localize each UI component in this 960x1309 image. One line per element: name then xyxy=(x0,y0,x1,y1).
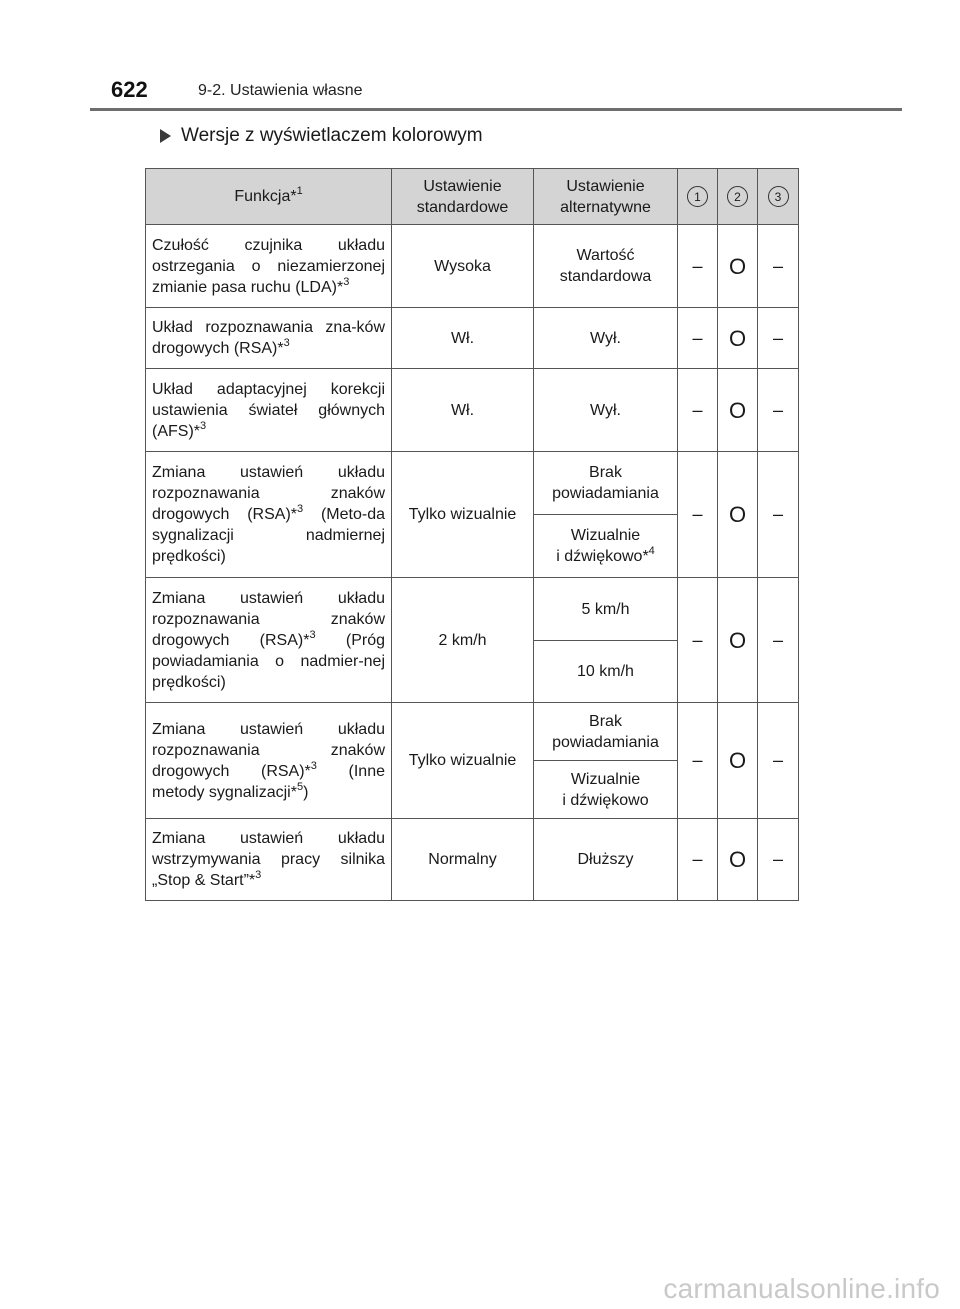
alternative-cell: Brak powiadamiania xyxy=(534,452,678,515)
table-row xyxy=(146,819,799,901)
section-title: 9-2. Ustawienia własne xyxy=(198,82,363,99)
mark-cell-2: O xyxy=(718,225,758,308)
table-row xyxy=(146,452,799,515)
alternative-cell: Wył. xyxy=(534,308,678,369)
header-column-2 xyxy=(718,169,758,225)
alternative-cell: 10 km/h xyxy=(534,641,678,703)
circled-number-1-icon: 1 xyxy=(687,186,708,207)
mark-cell-3: – xyxy=(758,308,799,369)
function-cell: Zmiana ustawień układu wstrzymywania pracy silnika „Stop & Start”*$^3$ xyxy=(146,819,392,901)
mark-cell-1: – xyxy=(678,225,718,308)
function-cell: Zmiana ustawień układu rozpoznawania znaków drogowych (RSA)*$^3$ (Meto-da sygnalizacji nadmiernej prędkości) xyxy=(146,452,392,578)
mark-cell-1: – xyxy=(678,819,718,901)
mark-cell-2: O xyxy=(718,452,758,578)
mark-cell-2: O xyxy=(718,819,758,901)
mark-cell-1: – xyxy=(678,578,718,703)
alternative-cell: 5 km/h xyxy=(534,578,678,641)
mark-cell-2: O xyxy=(718,703,758,819)
watermark: carmanualsonline.info xyxy=(663,1273,940,1304)
subsection-heading xyxy=(160,125,483,147)
mark-cell-3: – xyxy=(758,703,799,819)
mark-cell-2: O xyxy=(718,308,758,369)
header-column-1 xyxy=(678,169,718,225)
alternative-cell: Wizualnie i dźwiękowo xyxy=(534,761,678,819)
function-cell: Zmiana ustawień układu rozpoznawania znaków drogowych (RSA)*$^3$ (Próg powiadamiania o nadmier-nej prędkości) xyxy=(146,578,392,703)
table-row xyxy=(146,578,799,641)
alternative-cell: Dłuższy xyxy=(534,819,678,901)
mark-cell-1: – xyxy=(678,452,718,578)
mark-cell-3: – xyxy=(758,225,799,308)
page-number: 622 xyxy=(111,77,148,102)
mark-cell-2: O xyxy=(718,578,758,703)
header-alternative: Ustawienie alternatywne xyxy=(534,169,678,225)
default-cell: Wł. xyxy=(392,369,534,452)
header-function: Funkcja*$^1$ xyxy=(146,169,392,225)
mark-cell-3: – xyxy=(758,369,799,452)
alternative-cell: Brak powiadamiania xyxy=(534,703,678,761)
mark-cell-3: – xyxy=(758,578,799,703)
mark-cell-1: – xyxy=(678,308,718,369)
mark-cell-2: O xyxy=(718,369,758,452)
default-cell: Tylko wizualnie xyxy=(392,703,534,819)
settings-table xyxy=(145,168,799,901)
function-cell: Zmiana ustawień układu rozpoznawania znaków drogowych (RSA)*$^3$ (Inne metody sygnalizacji*$^5$) xyxy=(146,703,392,819)
default-cell: 2 km/h xyxy=(392,578,534,703)
alternative-cell: Wartość standardowa xyxy=(534,225,678,308)
table-row xyxy=(146,225,799,308)
function-cell: Układ adaptacyjnej korekcji ustawienia świateł głównych (AFS)*$^3$ xyxy=(146,369,392,452)
default-cell: Wł. xyxy=(392,308,534,369)
triangle-bullet-icon xyxy=(160,129,171,143)
table-row xyxy=(146,308,799,369)
default-cell: Wysoka xyxy=(392,225,534,308)
mark-cell-3: – xyxy=(758,819,799,901)
default-cell: Normalny xyxy=(392,819,534,901)
function-cell: Układ rozpoznawania zna-ków drogowych (RSA)*$^3$ xyxy=(146,308,392,369)
table-row xyxy=(146,703,799,761)
mark-cell-3: – xyxy=(758,452,799,578)
function-cell: Czułość czujnika układu ostrzegania o niezamierzonej zmianie pasa ruchu (LDA)*$^3$ xyxy=(146,225,392,308)
table-row xyxy=(146,369,799,452)
header-column-3 xyxy=(758,169,799,225)
table-header-row xyxy=(146,169,799,225)
alternative-cell: Wizualnie i dźwiękowo*$^4$ xyxy=(534,515,678,578)
header-divider xyxy=(90,108,902,111)
circled-number-3-icon: 3 xyxy=(768,186,789,207)
mark-cell-1: – xyxy=(678,369,718,452)
header-default: Ustawienie standardowe xyxy=(392,169,534,225)
default-cell: Tylko wizualnie xyxy=(392,452,534,578)
circled-number-2-icon: 2 xyxy=(727,186,748,207)
mark-cell-1: – xyxy=(678,703,718,819)
subsection-title: Wersje z wyświetlaczem kolorowym xyxy=(181,125,483,146)
alternative-cell: Wył. xyxy=(534,369,678,452)
